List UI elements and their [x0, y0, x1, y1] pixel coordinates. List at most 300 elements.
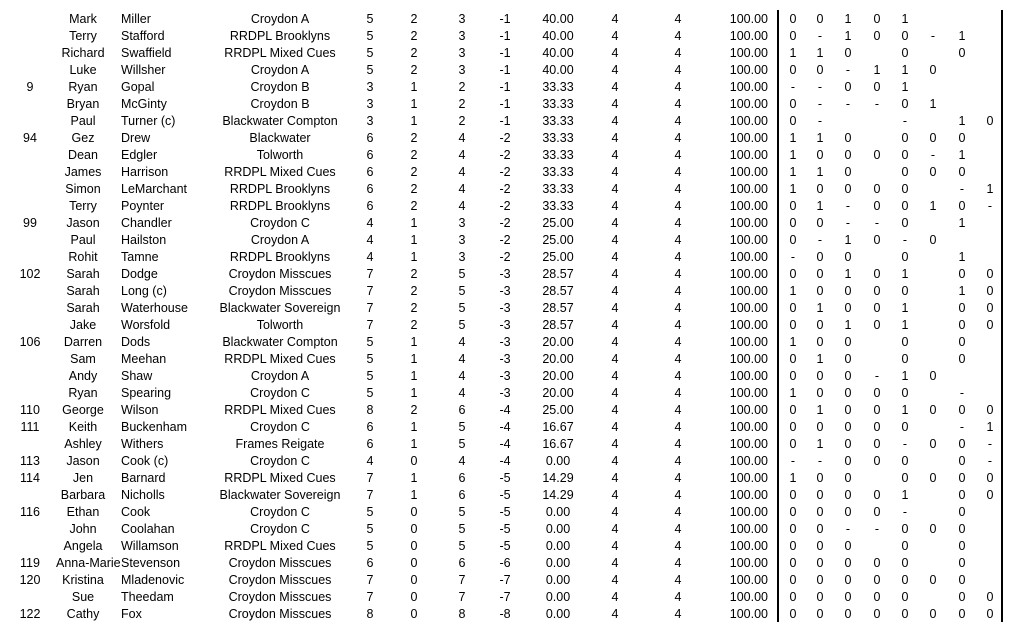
percent-cell: 33.33: [542, 97, 574, 111]
percent-100-cell: 100.00: [729, 97, 768, 111]
last-name-cell: Tamne: [121, 250, 159, 264]
result-cell: 0: [901, 335, 909, 349]
result-cell: 0: [929, 607, 937, 621]
table-row: [0, 317, 1018, 334]
played-cell: 6: [366, 199, 374, 213]
result-cell: 1: [816, 403, 824, 417]
team-cell: Croydon C: [250, 454, 310, 468]
percent-cell: 20.00: [542, 386, 574, 400]
percent-100-cell: 100.00: [729, 556, 768, 570]
result-cell: 0: [816, 267, 824, 281]
team-cell: Croydon A: [250, 12, 310, 26]
diff-cell: -3: [499, 386, 511, 400]
lost-cell: 6: [458, 556, 466, 570]
percent-cell: 0.00: [545, 522, 571, 536]
percent-100-cell: 100.00: [729, 369, 768, 383]
result-cell: 0: [986, 471, 994, 485]
result-cell: 0: [844, 165, 852, 179]
rank-cell: 122: [19, 607, 41, 621]
result-cell: 1: [816, 301, 824, 315]
won-cell: 1: [410, 352, 418, 366]
first-name-cell: Jason: [66, 216, 100, 230]
col-4b-cell: 4: [674, 148, 682, 162]
table-row: [0, 368, 1018, 385]
lost-cell: 3: [458, 63, 466, 77]
result-cell: 0: [958, 539, 966, 553]
won-cell: 1: [410, 420, 418, 434]
col-4a-cell: 4: [611, 454, 619, 468]
result-cell: 0: [844, 505, 852, 519]
team-cell: Tolworth: [256, 318, 304, 332]
last-name-cell: Fox: [121, 607, 142, 621]
result-cell: 1: [901, 488, 909, 502]
diff-cell: -3: [499, 335, 511, 349]
col-4b-cell: 4: [674, 29, 682, 43]
result-cell: 0: [816, 590, 824, 604]
result-cell: -: [790, 454, 796, 468]
col-4a-cell: 4: [611, 29, 619, 43]
result-cell: 0: [901, 199, 909, 213]
result-cell: 0: [929, 233, 937, 247]
percent-100-cell: 100.00: [729, 131, 768, 145]
result-cell: 0: [844, 369, 852, 383]
table-row: [0, 113, 1018, 130]
won-cell: 2: [410, 403, 418, 417]
last-name-cell: Turner (c): [121, 114, 176, 128]
col-4b-cell: 4: [674, 539, 682, 553]
won-cell: 1: [410, 369, 418, 383]
result-cell: 0: [844, 301, 852, 315]
result-cell: 1: [958, 114, 966, 128]
result-cell: 0: [901, 590, 909, 604]
col-4a-cell: 4: [611, 607, 619, 621]
result-cell: 0: [873, 505, 881, 519]
col-4b-cell: 4: [674, 437, 682, 451]
result-cell: -: [790, 250, 796, 264]
rank-cell: 102: [19, 267, 41, 281]
result-cell: 0: [929, 437, 937, 451]
last-name-cell: Cook (c): [121, 454, 169, 468]
last-name-cell: Shaw: [121, 369, 153, 383]
rank-cell: 94: [23, 131, 37, 145]
last-name-cell: Mladenovic: [121, 573, 185, 587]
last-name-cell: Coolahan: [121, 522, 175, 536]
first-name-cell: Terry: [69, 199, 97, 213]
percent-100-cell: 100.00: [729, 505, 768, 519]
team-cell: Croydon Misscues: [228, 573, 332, 587]
percent-cell: 40.00: [542, 46, 574, 60]
col-4b-cell: 4: [674, 12, 682, 26]
result-cell: 0: [901, 97, 909, 111]
lost-cell: 7: [458, 590, 466, 604]
team-cell: Croydon A: [250, 369, 310, 383]
col-4b-cell: 4: [674, 46, 682, 60]
diff-cell: -5: [499, 471, 511, 485]
result-cell: 0: [844, 590, 852, 604]
rank-cell: 114: [20, 471, 40, 485]
first-name-cell: Darren: [63, 335, 103, 349]
team-cell: RRDPL Mixed Cues: [224, 46, 336, 60]
percent-cell: 33.33: [542, 182, 574, 196]
result-cell: -: [845, 97, 851, 111]
result-cell: 1: [901, 80, 909, 94]
last-name-cell: Chandler: [121, 216, 172, 230]
percent-cell: 28.57: [542, 284, 574, 298]
result-cell: -: [987, 454, 993, 468]
team-cell: Blackwater: [249, 131, 311, 145]
result-cell: 0: [873, 488, 881, 502]
result-cell: 0: [844, 80, 852, 94]
lost-cell: 3: [458, 250, 466, 264]
result-cell: 0: [958, 454, 966, 468]
won-cell: 2: [410, 267, 418, 281]
result-cell: 0: [901, 420, 909, 434]
table-row: [0, 28, 1018, 45]
result-cell: 0: [901, 539, 909, 553]
result-cell: 1: [816, 437, 824, 451]
played-cell: 4: [366, 250, 374, 264]
last-name-cell: Nicholls: [121, 488, 165, 502]
col-4a-cell: 4: [611, 420, 619, 434]
result-cell: 0: [873, 80, 881, 94]
played-cell: 5: [366, 46, 374, 60]
result-cell: 0: [789, 12, 797, 26]
diff-cell: -5: [499, 522, 511, 536]
percent-100-cell: 100.00: [729, 403, 768, 417]
percent-100-cell: 100.00: [729, 454, 768, 468]
percent-cell: 33.33: [542, 165, 574, 179]
col-4a-cell: 4: [611, 369, 619, 383]
last-name-cell: Theedam: [121, 590, 174, 604]
table-row: [0, 436, 1018, 453]
result-cell: 0: [958, 522, 966, 536]
last-name-cell: Withers: [121, 437, 164, 451]
lost-cell: 6: [458, 488, 466, 502]
table-row: [0, 79, 1018, 96]
lost-cell: 5: [458, 284, 466, 298]
col-4a-cell: 4: [611, 284, 619, 298]
team-cell: Croydon Misscues: [228, 284, 332, 298]
percent-100-cell: 100.00: [729, 352, 768, 366]
result-cell: 0: [873, 284, 881, 298]
col-4a-cell: 4: [611, 539, 619, 553]
percent-100-cell: 100.00: [729, 114, 768, 128]
col-4b-cell: 4: [674, 216, 682, 230]
first-name-cell: Barbara: [60, 488, 106, 502]
result-cell: -: [987, 199, 993, 213]
result-cell: 0: [789, 607, 797, 621]
first-name-cell: Bryan: [66, 97, 100, 111]
played-cell: 6: [366, 420, 374, 434]
result-cell: 0: [789, 556, 797, 570]
rank-cell: 106: [19, 335, 41, 349]
table-row: [0, 470, 1018, 487]
first-name-cell: James: [64, 165, 102, 179]
percent-cell: 25.00: [542, 233, 574, 247]
lost-cell: 5: [458, 301, 466, 315]
col-4b-cell: 4: [674, 488, 682, 502]
result-cell: 1: [929, 199, 937, 213]
result-cell: 0: [958, 46, 966, 60]
lost-cell: 4: [458, 165, 466, 179]
col-4b-cell: 4: [674, 114, 682, 128]
result-cell: 0: [844, 182, 852, 196]
col-4b-cell: 4: [674, 182, 682, 196]
col-4b-cell: 4: [674, 369, 682, 383]
result-cell: 0: [873, 556, 881, 570]
percent-100-cell: 100.00: [729, 250, 768, 264]
played-cell: 7: [366, 471, 374, 485]
diff-cell: -3: [499, 301, 511, 315]
last-name-cell: Buckenham: [121, 420, 188, 434]
result-cell: 1: [816, 131, 824, 145]
result-cell: 0: [873, 403, 881, 417]
first-name-cell: Anna-Marie: [56, 556, 121, 570]
won-cell: 0: [410, 539, 418, 553]
percent-100-cell: 100.00: [729, 607, 768, 621]
team-cell: Blackwater Compton: [222, 114, 338, 128]
lost-cell: 4: [458, 352, 466, 366]
won-cell: 2: [410, 199, 418, 213]
percent-100-cell: 100.00: [729, 29, 768, 43]
table-row: [0, 606, 1018, 623]
result-cell: 0: [816, 386, 824, 400]
result-cell: 0: [844, 352, 852, 366]
result-cell: 0: [844, 539, 852, 553]
percent-cell: 14.29: [542, 471, 574, 485]
rank-cell: 120: [19, 573, 41, 587]
played-cell: 5: [366, 63, 374, 77]
result-cell: 0: [958, 131, 966, 145]
played-cell: 6: [366, 148, 374, 162]
result-cell: 0: [789, 573, 797, 587]
diff-cell: -5: [499, 539, 511, 553]
result-cell: 1: [901, 63, 909, 77]
team-cell: Croydon C: [250, 522, 310, 536]
result-cell: -: [874, 522, 880, 536]
played-cell: 5: [366, 522, 374, 536]
result-cell: -: [817, 80, 823, 94]
result-cell: 1: [986, 420, 994, 434]
won-cell: 0: [410, 590, 418, 604]
col-4b-cell: 4: [674, 335, 682, 349]
diff-cell: -6: [499, 556, 511, 570]
result-cell: 0: [958, 573, 966, 587]
result-cell: -: [790, 80, 796, 94]
won-cell: 2: [410, 148, 418, 162]
diff-cell: -3: [499, 369, 511, 383]
percent-cell: 33.33: [542, 148, 574, 162]
played-cell: 6: [366, 165, 374, 179]
rank-cell: 116: [20, 505, 40, 519]
result-cell: 0: [958, 335, 966, 349]
rank-cell: 9: [26, 80, 34, 94]
first-name-cell: Andy: [68, 369, 98, 383]
result-cell: 0: [901, 556, 909, 570]
result-cell: 0: [901, 352, 909, 366]
last-name-cell: Miller: [121, 12, 151, 26]
result-cell: -: [987, 437, 993, 451]
lost-cell: 4: [458, 131, 466, 145]
last-name-cell: Spearing: [121, 386, 172, 400]
team-cell: Croydon C: [250, 505, 310, 519]
result-cell: -: [817, 114, 823, 128]
played-cell: 7: [366, 573, 374, 587]
result-cell: 0: [873, 267, 881, 281]
col-4a-cell: 4: [611, 318, 619, 332]
col-4a-cell: 4: [611, 488, 619, 502]
played-cell: 7: [366, 301, 374, 315]
first-name-cell: Sarah: [66, 301, 100, 315]
lost-cell: 2: [458, 114, 466, 128]
result-cell: 1: [929, 97, 937, 111]
result-cell: 0: [901, 250, 909, 264]
diff-cell: -5: [499, 488, 511, 502]
played-cell: 5: [366, 505, 374, 519]
result-cell: 0: [844, 556, 852, 570]
diff-cell: -1: [499, 12, 511, 26]
team-cell: Croydon Misscues: [228, 556, 332, 570]
col-4b-cell: 4: [674, 573, 682, 587]
result-cell: 0: [901, 148, 909, 162]
team-cell: Croydon Misscues: [228, 267, 332, 281]
result-cell: 0: [816, 335, 824, 349]
won-cell: 1: [410, 437, 418, 451]
table-row: [0, 164, 1018, 181]
result-cell: 0: [958, 199, 966, 213]
percent-cell: 28.57: [542, 267, 574, 281]
won-cell: 2: [410, 12, 418, 26]
percent-100-cell: 100.00: [729, 437, 768, 451]
played-cell: 3: [366, 114, 374, 128]
diff-cell: -4: [499, 437, 511, 451]
last-name-cell: Poynter: [121, 199, 165, 213]
last-name-cell: Dodge: [121, 267, 158, 281]
percent-100-cell: 100.00: [729, 216, 768, 230]
result-cell: 0: [901, 386, 909, 400]
won-cell: 2: [410, 301, 418, 315]
lost-cell: 4: [458, 335, 466, 349]
result-cell: 0: [844, 471, 852, 485]
col-4b-cell: 4: [674, 607, 682, 621]
won-cell: 2: [410, 46, 418, 60]
table-row: [0, 45, 1018, 62]
result-cell: -: [845, 216, 851, 230]
percent-100-cell: 100.00: [729, 80, 768, 94]
last-name-cell: Barnard: [121, 471, 166, 485]
last-name-cell: Hailston: [121, 233, 167, 247]
result-cell: 0: [789, 233, 797, 247]
result-cell: 0: [901, 131, 909, 145]
result-cell: 1: [958, 216, 966, 230]
result-cell: -: [930, 29, 936, 43]
result-cell: 1: [816, 46, 824, 60]
result-cell: 1: [844, 233, 852, 247]
won-cell: 2: [410, 131, 418, 145]
result-cell: 0: [958, 471, 966, 485]
first-name-cell: John: [69, 522, 97, 536]
result-cell: 1: [844, 267, 852, 281]
table-row: [0, 453, 1018, 470]
first-name-cell: Keith: [68, 420, 98, 434]
lost-cell: 4: [458, 386, 466, 400]
team-cell: Tolworth: [256, 148, 304, 162]
played-cell: 5: [366, 539, 374, 553]
result-cell: -: [817, 454, 823, 468]
result-cell: 0: [789, 29, 797, 43]
percent-100-cell: 100.00: [729, 590, 768, 604]
diff-cell: -1: [499, 97, 511, 111]
result-cell: 0: [901, 29, 909, 43]
diff-cell: -1: [499, 63, 511, 77]
lost-cell: 5: [458, 318, 466, 332]
result-cell: 0: [901, 471, 909, 485]
played-cell: 7: [366, 284, 374, 298]
result-cell: 0: [986, 114, 994, 128]
table-row: [0, 62, 1018, 79]
rank-cell: 99: [23, 216, 37, 230]
result-cell: 1: [958, 148, 966, 162]
played-cell: 8: [366, 607, 374, 621]
played-cell: 4: [366, 233, 374, 247]
result-cell: 0: [873, 607, 881, 621]
result-cell: 1: [901, 301, 909, 315]
percent-cell: 0.00: [545, 607, 571, 621]
table-row: [0, 96, 1018, 113]
percent-cell: 0.00: [545, 573, 571, 587]
result-cell: 0: [986, 403, 994, 417]
table-row: [0, 351, 1018, 368]
played-cell: 5: [366, 12, 374, 26]
won-cell: 1: [410, 80, 418, 94]
col-4b-cell: 4: [674, 556, 682, 570]
col-4b-cell: 4: [674, 284, 682, 298]
result-cell: 1: [901, 403, 909, 417]
percent-cell: 40.00: [542, 29, 574, 43]
result-cell: -: [902, 233, 908, 247]
won-cell: 1: [410, 335, 418, 349]
percent-cell: 40.00: [542, 63, 574, 77]
column-divider: [1001, 10, 1003, 622]
won-cell: 1: [410, 250, 418, 264]
result-cell: 0: [873, 148, 881, 162]
team-cell: Croydon A: [250, 63, 310, 77]
team-cell: RRDPL Mixed Cues: [224, 403, 336, 417]
percent-100-cell: 100.00: [729, 335, 768, 349]
result-cell: 0: [816, 573, 824, 587]
result-cell: 0: [844, 386, 852, 400]
result-cell: 0: [816, 556, 824, 570]
result-cell: 1: [958, 284, 966, 298]
played-cell: 6: [366, 182, 374, 196]
result-cell: 1: [816, 199, 824, 213]
result-cell: 0: [789, 420, 797, 434]
result-cell: 0: [958, 267, 966, 281]
won-cell: 1: [410, 488, 418, 502]
team-cell: Croydon B: [250, 80, 310, 94]
percent-cell: 0.00: [545, 454, 571, 468]
first-name-cell: Sarah: [66, 267, 100, 281]
column-divider: [777, 10, 779, 622]
diff-cell: -2: [499, 216, 511, 230]
last-name-cell: Wilson: [121, 403, 159, 417]
result-cell: 0: [789, 63, 797, 77]
result-cell: 0: [986, 267, 994, 281]
table-row: [0, 198, 1018, 215]
team-cell: Croydon Misscues: [228, 590, 332, 604]
team-cell: Frames Reigate: [235, 437, 325, 451]
col-4a-cell: 4: [611, 97, 619, 111]
